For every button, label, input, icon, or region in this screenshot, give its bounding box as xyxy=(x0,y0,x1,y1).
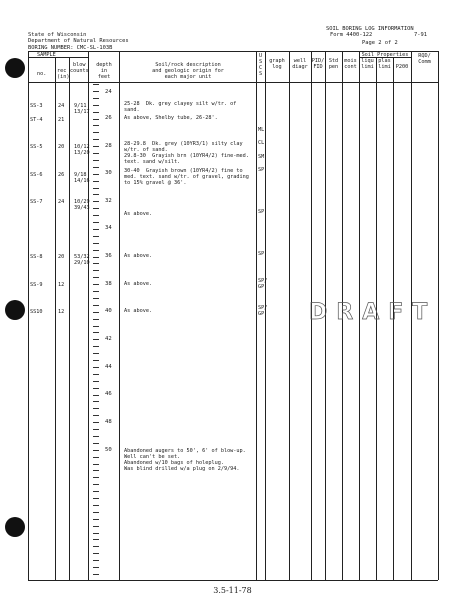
no-header: no. xyxy=(37,71,47,77)
depth-tick xyxy=(93,263,99,264)
depth-tick xyxy=(93,519,99,520)
plas-limi: limi xyxy=(378,64,391,70)
depth-tick xyxy=(93,470,99,471)
depth-tick xyxy=(93,174,99,175)
depth-mark: 46 xyxy=(105,391,112,397)
agency-line-2: Department of Natural Resources xyxy=(28,38,129,44)
depth-tick xyxy=(93,574,99,575)
depth-tick xyxy=(93,339,99,340)
depth-mark: 44 xyxy=(105,364,112,370)
depth-tick xyxy=(93,291,99,292)
rqd-comm: Comm xyxy=(418,59,431,65)
depth-tick xyxy=(93,312,99,313)
depth-mark: 38 xyxy=(105,281,112,287)
depth-tick xyxy=(93,91,99,92)
punch-hole-top xyxy=(5,58,25,78)
uscs-code: SP/ GP xyxy=(258,278,268,290)
depth-tick xyxy=(93,477,99,478)
form-date: 7-91 xyxy=(414,32,427,38)
uscs-letter-c: C xyxy=(259,65,263,71)
depth-header: depth xyxy=(96,62,112,68)
soil-description: As above. xyxy=(124,253,153,259)
sample-recovery: 20 xyxy=(58,144,65,150)
soil-description: As above, Shelby tube, 26-28'. xyxy=(124,115,218,121)
sample-blow-counts: 13/20 xyxy=(74,150,90,156)
depth-tick xyxy=(93,546,99,547)
sample-blow-counts: 29/10 xyxy=(74,260,90,266)
sample-number: SS-7 xyxy=(30,199,43,205)
sample-blow-counts: 13/17 xyxy=(74,109,90,115)
depth-mark: 48 xyxy=(105,419,112,425)
depth-tick xyxy=(93,567,99,568)
depth-in: in xyxy=(100,68,108,74)
soil-description: As above. xyxy=(124,281,153,287)
depth-tick xyxy=(93,415,99,416)
depth-tick xyxy=(93,112,99,113)
uscs-code: SM xyxy=(258,154,265,160)
form-title: SOIL BORING LOG INFORMATION xyxy=(326,26,414,32)
depth-tick xyxy=(93,188,99,189)
sample-blow-counts: 9/11 xyxy=(74,103,87,109)
depth-tick xyxy=(93,360,99,361)
depth-tick xyxy=(93,484,99,485)
depth-tick xyxy=(93,526,99,527)
depth-tick xyxy=(93,139,99,140)
depth-tick xyxy=(93,381,99,382)
soil-description: 28-29.8 Dk. grey (10YR3/1) silty clay w/tr. of sand. 29.8-30 Grayish brn (10YR4/2) fine-med. text. sand w/silt. xyxy=(124,141,249,165)
sample-blow-counts: 53/32 xyxy=(74,254,90,260)
depth-tick xyxy=(93,367,99,368)
sample-header: SAMPLE xyxy=(37,52,56,58)
well-diagr: diagr xyxy=(292,64,308,70)
depth-mark: 32 xyxy=(105,198,112,204)
col-line-no xyxy=(55,57,56,580)
rqd-header: RQD/ xyxy=(418,53,431,59)
depth-mark: 50 xyxy=(105,447,112,453)
sample-blow-counts: 9/18 xyxy=(74,172,87,178)
depth-tick xyxy=(93,539,99,540)
sample-number: SS-9 xyxy=(30,282,43,288)
depth-tick xyxy=(93,236,99,237)
depth-tick xyxy=(93,119,99,120)
uscs-code: SP/ GP xyxy=(258,305,268,317)
sample-recovery: 12 xyxy=(58,282,65,288)
depth-tick xyxy=(93,84,99,85)
desc-header: Soil/rock description xyxy=(155,62,221,68)
uscs-letter-u: U xyxy=(259,53,263,59)
blow-header: blow xyxy=(73,62,86,68)
depth-tick xyxy=(93,305,99,306)
sample-recovery: 20 xyxy=(58,254,65,260)
depth-tick xyxy=(93,464,99,465)
uscs-letter-s2: S xyxy=(259,71,263,77)
table-bottom-border xyxy=(28,580,438,581)
blow-counts-header: counts xyxy=(70,68,89,74)
sample-number: SS-6 xyxy=(30,172,43,178)
depth-tick xyxy=(93,167,99,168)
depth-mark: 34 xyxy=(105,225,112,231)
depth-tick xyxy=(93,181,99,182)
liqu-limi: limi xyxy=(361,64,374,70)
col-line-rec xyxy=(69,57,70,580)
uscs-code: ML xyxy=(258,127,265,133)
depth-mark: 30 xyxy=(105,170,112,176)
depth-tick xyxy=(93,408,99,409)
col-line-depth xyxy=(119,51,120,580)
depth-tick xyxy=(93,250,99,251)
depth-tick xyxy=(93,422,99,423)
plas-header: plas xyxy=(378,58,391,64)
sample-blow-counts: 10/12 xyxy=(74,144,90,150)
depth-tick xyxy=(93,443,99,444)
sample-recovery: 12 xyxy=(58,309,65,315)
col-line-right xyxy=(438,51,439,580)
pid-fid: FID xyxy=(313,64,323,70)
col-line-left xyxy=(28,51,29,580)
soil-description: As above. xyxy=(124,211,153,217)
sample-recovery: 24 xyxy=(58,103,65,109)
depth-mark: 26 xyxy=(105,115,112,121)
depth-tick xyxy=(93,277,99,278)
rec-header: rec xyxy=(57,68,67,74)
depth-mark: 40 xyxy=(105,308,112,314)
depth-tick xyxy=(93,560,99,561)
depth-tick xyxy=(93,553,99,554)
sample-recovery: 24 xyxy=(58,199,65,205)
depth-tick xyxy=(93,270,99,271)
uscs-code: CL xyxy=(258,140,265,146)
page-footer: 3.5-11-78 xyxy=(213,586,252,595)
depth-tick xyxy=(93,326,99,327)
depth-tick xyxy=(93,512,99,513)
depth-tick xyxy=(93,429,99,430)
std-header: Std xyxy=(328,58,339,64)
depth-tick xyxy=(93,401,99,402)
depth-tick xyxy=(93,98,99,99)
sample-number: SS10 xyxy=(30,309,43,315)
well-header: well xyxy=(293,58,307,64)
depth-tick xyxy=(93,436,99,437)
soil-description: 25-28 Dk. grey clayey silt w/tr. of sand. xyxy=(124,101,237,113)
depth-tick xyxy=(93,298,99,299)
sample-number: SS-3 xyxy=(30,103,43,109)
agency-line-1: State of Wisconsin xyxy=(28,32,87,38)
sample-number: SS-8 xyxy=(30,254,43,260)
sample-blow-counts: 14/16 xyxy=(74,178,90,184)
depth-mark: 42 xyxy=(105,336,112,342)
soil-description: 30-40 Grayish brown (10YR4/2) fine to med. text. sand w/tr. of gravel, grading to 15% gravel @ 36'. xyxy=(124,168,249,186)
depth-feet: feet xyxy=(97,74,111,80)
depth-tick xyxy=(93,201,99,202)
col-line-blow xyxy=(88,51,89,580)
depth-tick xyxy=(93,125,99,126)
soil-description: Abandoned augers to 50', 6' of blow-up. Well can't be set. Abandoned w/10 bags of holeplug. Was blind drilled w/a plug on 2/9/94. xyxy=(124,448,246,472)
form-number: Form 4400-122 xyxy=(330,32,373,38)
col-line-desc xyxy=(256,51,257,580)
depth-tick xyxy=(93,450,99,451)
sample-blow-counts: 39/43 xyxy=(74,205,90,211)
desc-header-2: and geologic origin for xyxy=(152,68,224,74)
depth-tick xyxy=(93,160,99,161)
sample-recovery: 26 xyxy=(58,172,65,178)
depth-tick xyxy=(93,388,99,389)
depth-tick xyxy=(93,194,99,195)
liqu-header: liqu xyxy=(361,58,374,64)
depth-tick xyxy=(93,153,99,154)
depth-tick xyxy=(93,505,99,506)
graph-header: graph xyxy=(269,58,285,64)
punch-hole-bottom xyxy=(5,517,25,537)
depth-tick xyxy=(93,353,99,354)
depth-tick xyxy=(93,533,99,534)
depth-tick xyxy=(93,222,99,223)
depth-tick xyxy=(93,395,99,396)
uscs-letter-s: S xyxy=(259,59,263,65)
depth-tick xyxy=(93,215,99,216)
depth-tick xyxy=(93,457,99,458)
depth-tick xyxy=(93,319,99,320)
std-pen: pen xyxy=(328,64,339,70)
depth-tick xyxy=(93,257,99,258)
page-number: Page 2 of 2 xyxy=(362,40,398,46)
uscs-code: SP xyxy=(258,209,265,215)
uscs-code: SP xyxy=(258,167,265,173)
sample-number: ST-4 xyxy=(30,117,43,123)
depth-tick xyxy=(93,498,99,499)
depth-tick xyxy=(93,105,99,106)
depth-tick xyxy=(93,346,99,347)
depth-tick xyxy=(93,146,99,147)
boring-number: BORING NUMBER: CMC-SL-103B xyxy=(28,45,113,51)
punch-hole-middle xyxy=(5,300,25,320)
col-line-graph xyxy=(289,51,290,580)
graph-log: log xyxy=(272,64,282,70)
depth-mark: 24 xyxy=(105,89,112,95)
mois-header: mois xyxy=(344,58,357,64)
sample-blow-counts: 10/29 xyxy=(74,199,90,205)
depth-mark: 36 xyxy=(105,253,112,259)
depth-tick xyxy=(93,332,99,333)
mois-cont: cont xyxy=(344,64,357,70)
depth-tick xyxy=(93,284,99,285)
depth-mark: 28 xyxy=(105,143,112,149)
pid-header: PID/ xyxy=(311,58,325,64)
depth-tick xyxy=(93,374,99,375)
p200-header: P200 xyxy=(395,64,409,70)
sample-number: SS-5 xyxy=(30,144,43,150)
depth-tick xyxy=(93,491,99,492)
depth-tick xyxy=(93,229,99,230)
draft-watermark: DRAFT xyxy=(309,300,437,325)
soil-description: As above. xyxy=(124,308,153,314)
soil-properties-header: Soil Properties xyxy=(361,52,409,58)
sample-recovery: 21 xyxy=(58,117,65,123)
depth-tick xyxy=(93,243,99,244)
rec-units: (in) xyxy=(57,74,70,80)
depth-tick xyxy=(93,132,99,133)
desc-header-3: each major unit xyxy=(164,74,212,80)
uscs-code: SP xyxy=(258,251,265,257)
depth-tick xyxy=(93,208,99,209)
